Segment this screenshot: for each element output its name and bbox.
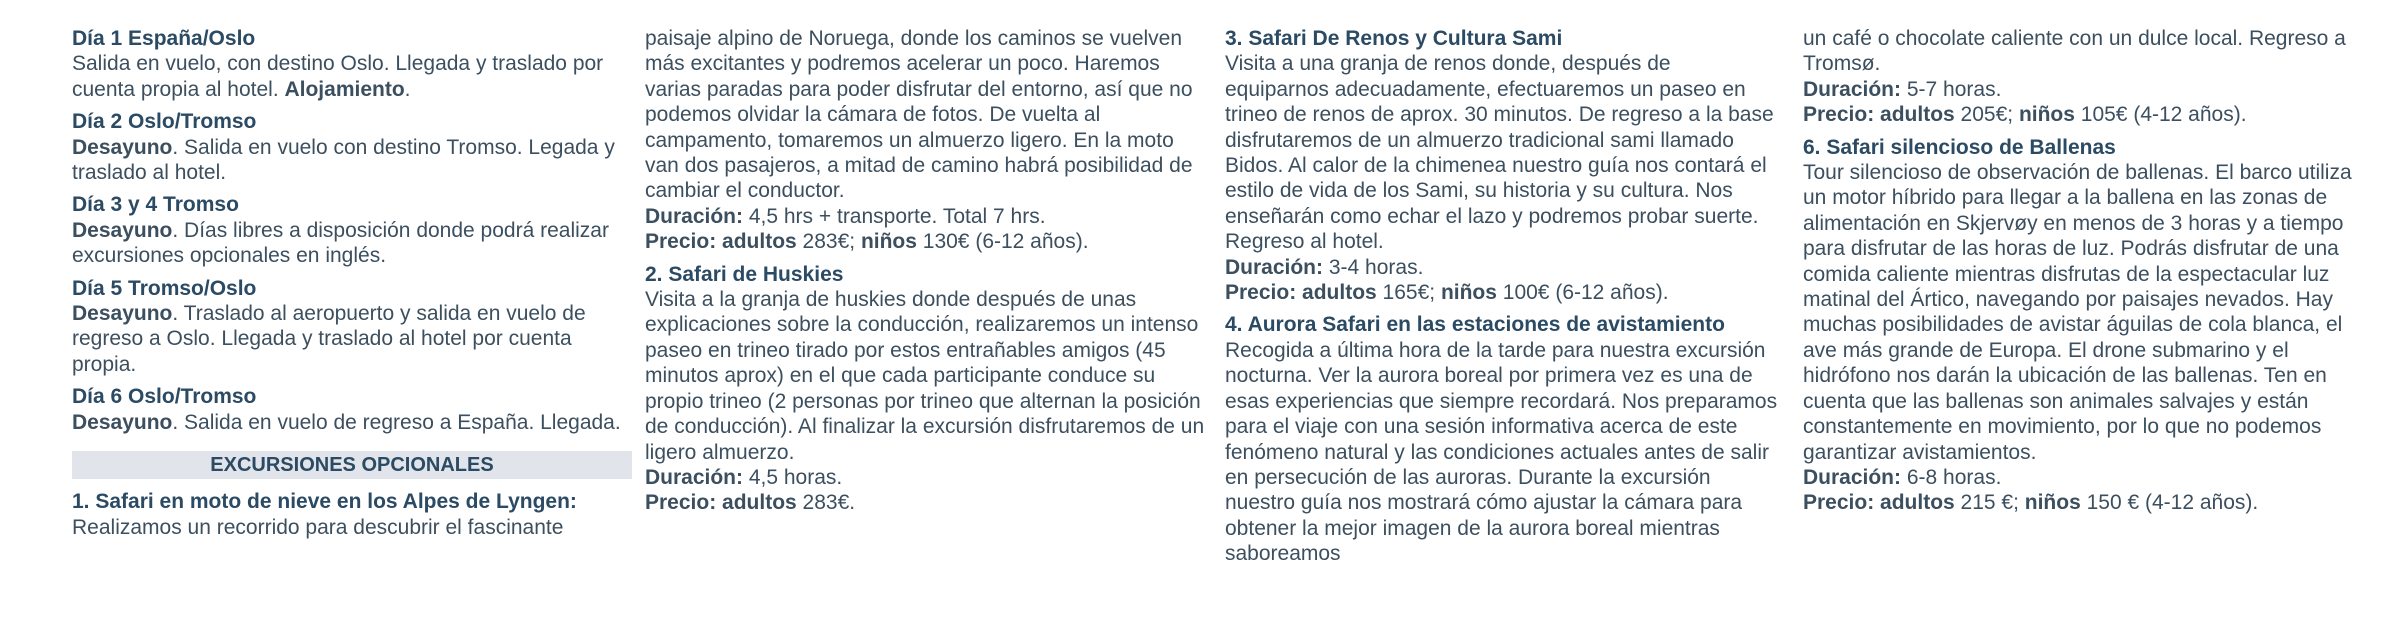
excursion-4-duration: Duración: 5-7 horas.	[1803, 77, 2002, 101]
excursion-3-title: 3. Safari De Renos y Cultura Sami	[1225, 27, 1563, 50]
excursion-1-title: 1. Safari en moto de nieve en los Alpes de Lyngen:	[72, 490, 577, 514]
excursion-2-title: 2. Safari de Huskies	[645, 262, 844, 286]
excursion-2-duration: Duración: 4,5 horas.	[645, 465, 843, 489]
excursion-4-text-start: Recogida a última hora de la tarde para nuestra excursión nocturna. Ver la aurora boreal por primera vez es una de esas experiencias que siempre recordará. Nos preparamos para el viaje con una sesión informativa acerca de este fenómeno natural y las condiciones actuales antes de salir en persecución de las auroras. Durante la excursión nuestro guía nos mostrará cómo ajustar la cámara para obtener la mejor imagen de la aurora boreal mientras saboreamos	[1225, 338, 1778, 566]
day-5-text: Desayuno. Traslado al aeropuerto y salida en vuelo de regreso a Oslo. Llegada y traslado al hotel por cuenta propia.	[72, 302, 586, 376]
day-6-text: Desayuno. Salida en vuelo de regreso a España. Llegada.	[72, 410, 621, 434]
excursion-3-text: Visita a una granja de renos donde, después de equiparnos adecuadamente, efectuaremos un paseo en trineo de renos de aprox. 30 minutos. De regreso a la base disfrutaremos de un almuerzo tradicional sami llamado Bidos. Al calor de la chimenea nuestro guía nos contará el estilo de vida de los Sami, su historia y su cultura. Nos enseñarán como echar el lazo y podremos probar suerte. Regreso al hotel.	[1225, 52, 1774, 254]
day-2-title: Día 2 Oslo/Tromso	[72, 110, 257, 134]
day-3-4-text: Desayuno. Días libres a disposición donde podrá realizar excursiones opcionales en inglés.	[72, 218, 609, 268]
day-1-title: Día 1 España/Oslo	[72, 27, 256, 50]
itinerary-column-2	[645, 26, 1205, 516]
day-6-title: Día 6 Oslo/Tromso	[72, 385, 257, 409]
itinerary-column-4	[1803, 26, 2358, 516]
excursion-4-text-cont: un café o chocolate caliente con un dulce local. Regreso a Tromsø.	[1803, 27, 2346, 76]
excursion-1-duration: Duración: 4,5 hrs + transporte. Total 7 hrs.	[645, 204, 1046, 228]
excursion-4-price: Precio: adultos 205€; niños 105€ (4-12 años).	[1803, 103, 2247, 127]
excursion-2-price: Precio: adultos 283€.	[645, 491, 856, 515]
excursion-1-text-start: Realizamos un recorrido para descubrir el fascinante	[72, 515, 564, 539]
excursion-1-text-cont: paisaje alpino de Noruega, donde los caminos se vuelven más excitantes y podremos acelerar un poco. Haremos varias paradas para poder disfrutar del entorno, así que no podemos olvidar la cámara de fotos. De vuelta al campamento, tomaremos un almuerzo ligero. En la moto van dos pasajeros, a mitad de camino habrá posibilidad de cambiar el conductor.	[645, 27, 1193, 203]
excursion-3-duration: Duración: 3-4 horas.	[1225, 255, 1424, 279]
itinerary-column-3	[1225, 26, 1780, 567]
excursion-4-title: 4. Aurora Safari en las estaciones de avistamiento	[1225, 313, 1725, 337]
day-2-text: Desayuno. Salida en vuelo con destino Tromso. Legada y traslado al hotel.	[72, 135, 615, 185]
excursion-3-price: Precio: adultos 165€; niños 100€ (6-12 años).	[1225, 281, 1669, 305]
day-3-4-title: Día 3 y 4 Tromso	[72, 193, 239, 217]
excursion-6-text: Tour silencioso de observación de ballenas. El barco utiliza un motor híbrido para llegar a la ballena en las zonas de alimentación en Skjervøy en menos de 3 horas y a tiempo para disfrutar de las horas de luz. Podrás disfrutar de una comida caliente mientras disfrutas de la espectacular luz matinal del Ártico, navegando por paisajes nevados. Hay muchas posibilidades de avistar águilas de cola blanca, el ave más grande de Europa. El drone submarino y el hidrófono nos darán la ubicación de las ballenas. Ten en cuenta que las ballenas son animales salvajes y están constantemente en movimiento, por lo que no podemos garantizar avistamientos.	[1803, 161, 2352, 464]
excursion-1-price: Precio: adultos 283€; niños 130€ (6-12 años).	[645, 230, 1089, 254]
day-1-text: Salida en vuelo, con destino Oslo. Llegada y traslado por cuenta propia al hotel. Alojamiento.	[72, 52, 604, 101]
excursion-6-duration: Duración: 6-8 horas.	[1803, 465, 2002, 489]
itinerary-column-1	[72, 26, 632, 540]
excursion-6-price: Precio: adultos 215 €; niños 150 € (4-12 años).	[1803, 491, 2259, 515]
day-5-title: Día 5 Tromso/Oslo	[72, 276, 257, 300]
excursion-2-text: Visita a la granja de huskies donde después de unas explicaciones sobre la conducción, realizaremos un intenso paseo en trineo tirado por estos entrañables amigos (45 minutos aprox) en el que cada participante conduce su propio trineo (2 personas por trineo que alternan la posición de conducción). Al finalizar la excursión disfrutaremos de un ligero almuerzo.	[645, 288, 1205, 464]
optional-excursions-banner: EXCURSIONES OPCIONALES	[72, 451, 632, 479]
excursion-6-title: 6. Safari silencioso de Ballenas	[1803, 135, 2116, 159]
